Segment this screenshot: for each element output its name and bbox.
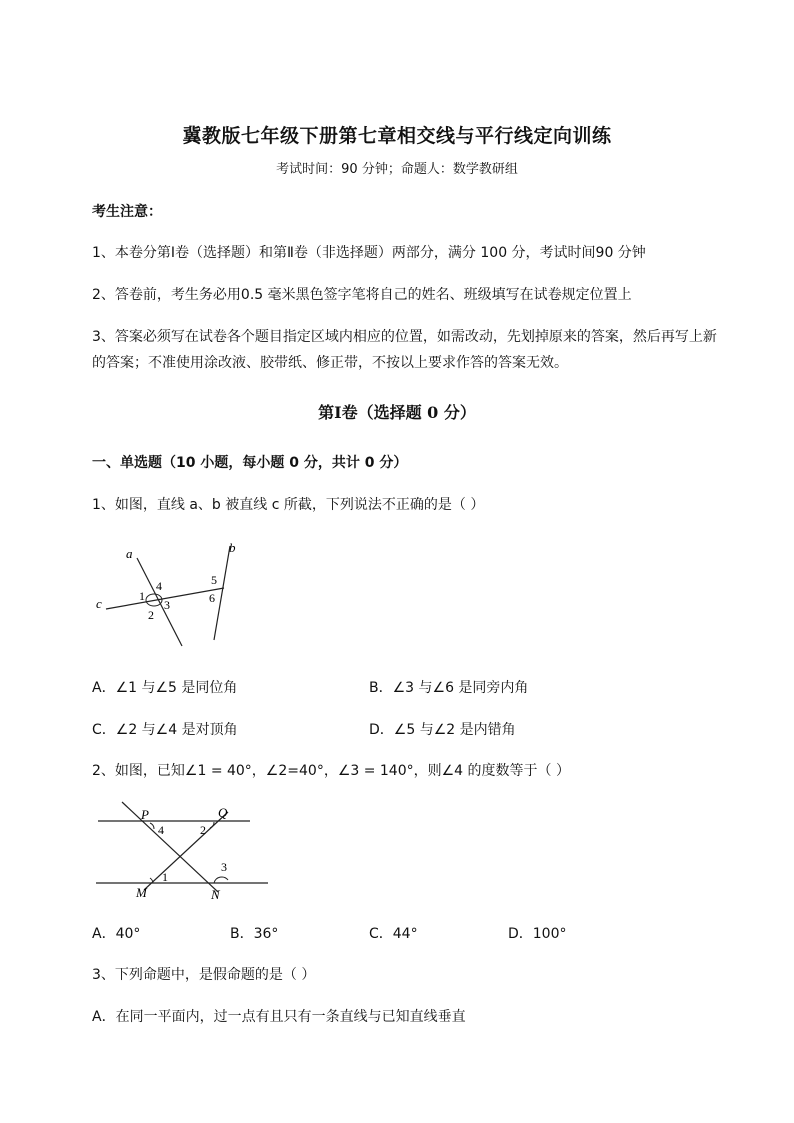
notice-item-1: 1、本卷分第Ⅰ卷（选择题）和第Ⅱ卷（非选择题）两部分，满分 100 分，考试时间90 分钟 — [92, 245, 646, 261]
notice-item-2: 2、答卷前，考生务必用0.5 毫米黑色签字笔将自己的姓名、班级填写在试卷规定位置上 — [92, 287, 632, 303]
part-heading: 一、单选题（10 小题，每小题 0 分，共计 0 分） — [92, 455, 408, 471]
label-b: b — [229, 540, 236, 555]
label-angle-2: 2 — [200, 823, 206, 837]
label-q: Q — [218, 805, 228, 820]
question-1-option-d[interactable]: D．∠5 与∠2 是内错角 — [369, 722, 516, 738]
angle-3-arc — [214, 877, 228, 883]
label-angle-5: 5 — [211, 573, 217, 587]
label-angle-4: 4 — [156, 579, 162, 593]
question-1-figure — [92, 538, 252, 650]
notice-heading: 考生注意： — [92, 204, 162, 220]
question-1-option-b[interactable]: B．∠3 与∠6 是同旁内角 — [369, 680, 529, 696]
label-m: M — [136, 885, 147, 900]
label-angle-6: 6 — [209, 591, 215, 605]
question-1-option-c[interactable]: C．∠2 与∠4 是对顶角 — [92, 722, 238, 738]
question-3-option-a[interactable]: A．在同一平面内，过一点有且只有一条直线与已知直线垂直 — [92, 1009, 466, 1025]
section-title: 第Ⅰ卷（选择题 0 分） — [318, 403, 476, 422]
label-angle-3: 3 — [164, 598, 170, 612]
label-angle-3: 3 — [221, 860, 227, 874]
question-2-option-c[interactable]: C．44° — [369, 926, 418, 942]
question-1-stem: 1、如图，直线 a、b 被直线 c 所截，下列说法不正确的是（ ） — [92, 497, 485, 513]
label-c: c — [96, 596, 102, 611]
question-2-option-b[interactable]: B．36° — [230, 926, 279, 942]
line-b — [214, 546, 230, 640]
question-2-option-a[interactable]: A．40° — [92, 926, 141, 942]
document-title: 冀教版七年级下册第七章相交线与平行线定向训练 — [182, 125, 612, 147]
question-3-stem: 3、下列命题中，是假命题的是（ ） — [92, 967, 316, 983]
question-2-option-d[interactable]: D．100° — [508, 926, 567, 942]
label-angle-2: 2 — [148, 608, 154, 622]
angle-2-arc — [210, 822, 214, 828]
notice-item-3: 3、答案必须写在试卷各个题目指定区域内相应的位置，如需改动，先划掉原来的答案，然后再写上新 — [92, 329, 717, 345]
notice-item-3-continued: 的答案；不准使用涂改液、胶带纸、修正带，不按以上要求作答的答案无效。 — [92, 355, 568, 371]
label-angle-1: 1 — [162, 870, 168, 884]
question-2-figure — [92, 800, 272, 902]
label-n: N — [211, 887, 220, 902]
question-2-stem: 2、如图，已知∠1 = 40°，∠2=40°，∠3 = 140°，则∠4 的度数等于（ ） — [92, 763, 570, 779]
label-p: P — [141, 807, 149, 822]
question-1-option-a[interactable]: A．∠1 与∠5 是同位角 — [92, 680, 238, 696]
transversal-pn — [122, 802, 218, 892]
label-angle-4: 4 — [158, 823, 164, 837]
label-angle-1: 1 — [139, 589, 145, 603]
label-a: a — [126, 546, 133, 561]
document-subtitle: 考试时间：90 分钟；命题人：数学教研组 — [276, 162, 518, 177]
transversal-qm — [144, 812, 228, 890]
